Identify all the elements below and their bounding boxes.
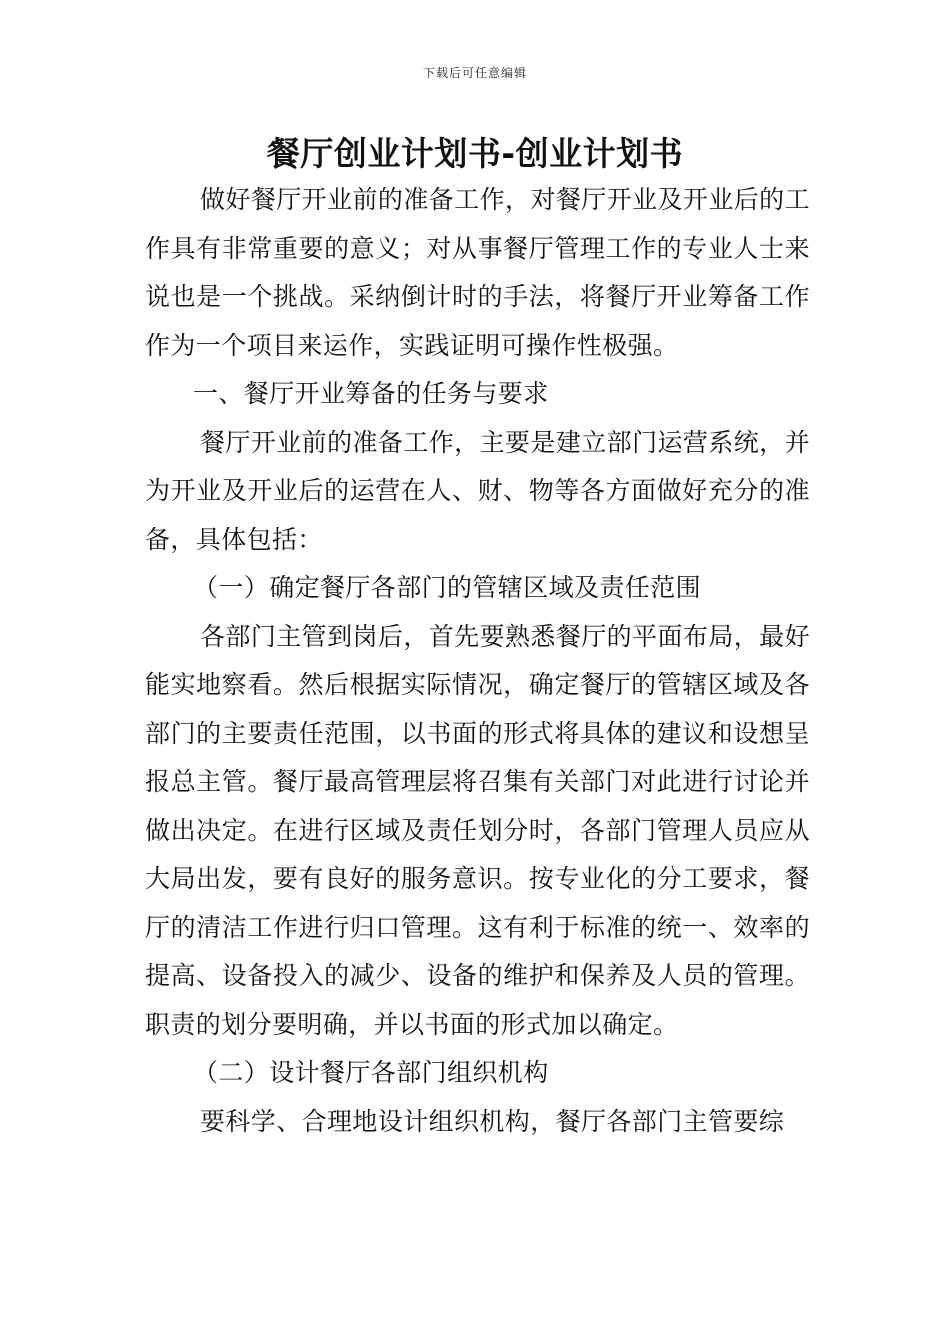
section-heading-1: 一、餐厅开业筹备的任务与要求: [193, 379, 549, 408]
document-title: 餐厅创业计划书-创业计划书: [266, 134, 684, 173]
header-note: 下载后可任意编辑: [422, 66, 527, 80]
paragraph-intro: 做好餐厅开业前的准备工作，对餐厅开业及开业后的工作具有非常重要的意义；对从事餐厅管理工作的专业人士来说也是一个挑战。采纳倒计时的手法，将餐厅开业筹备工作作为一个项目来运作，实践证明可操作性极强。: [145, 185, 810, 360]
document-body: [145, 176, 810, 1146]
paragraph-responsibility: 各部门主管到岗后，首先要熟悉餐厅的平面布局，最好能实地察看。然后根据实际情况，确定餐厅的管辖区域及各部门的主要责任范围，以书面的形式将具体的建议和设想呈报总主管。餐厅最高管理层将召集有关部门对此进行讨论并做出决定。在进行区域及责任划分时，各部门管理人员应从大局出发，要有良好的服务意识。按专业化的分工要求，餐厅的清洁工作进行归口管理。这有利于标准的统一、效率的提高、设备投入的减少、设备的维护和保养及人员的管理。职责的划分要明确，并以书面的形式加以确定。: [145, 621, 810, 1039]
subsection-heading-1: （一）确定餐厅各部门的管辖区域及责任范围: [193, 573, 702, 602]
paragraph-organization: 要科学、合理地设计组织机构，餐厅各部门主管要综: [200, 1106, 785, 1136]
paragraph-preparation: 餐厅开业前的准备工作，主要是建立部门运营系统，并为开业及开业后的运营在人、财、物等各方面做好充分的准备，具体包括：: [145, 427, 810, 554]
subsection-heading-2: （二）设计餐厅各部门组织机构: [193, 1058, 549, 1087]
